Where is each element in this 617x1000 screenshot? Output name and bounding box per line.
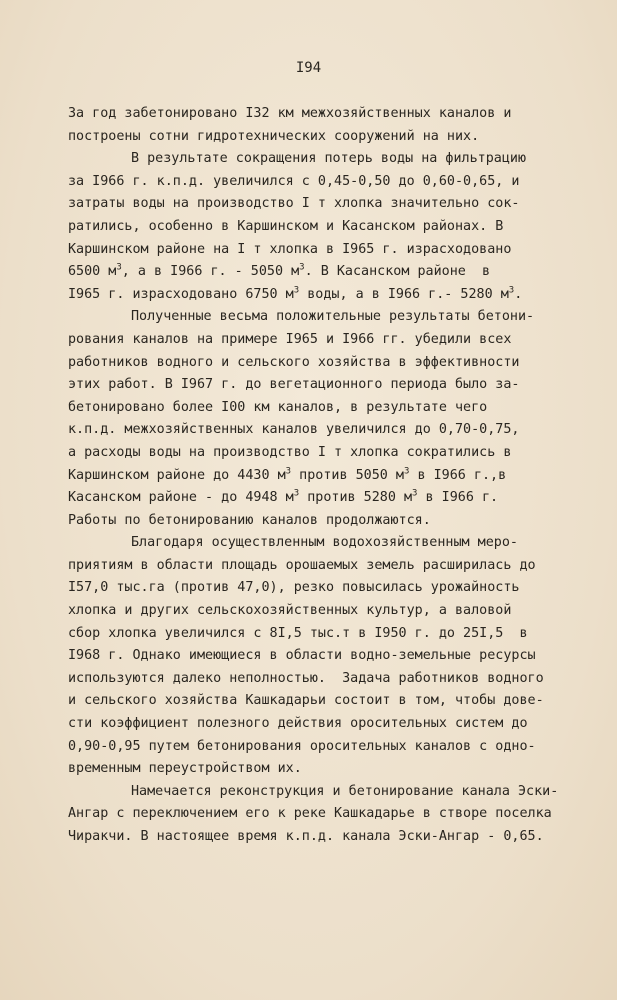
text-line: [68, 577, 583, 600]
text-segment: Полученные весьма положительные результаты бетони-: [131, 309, 535, 325]
text-line: [68, 555, 583, 578]
text-segment: Каршинском районе до 4430 м: [68, 467, 286, 483]
text-segment: Каршинском районе на I т хлопка в I965 г. израсходовано: [68, 241, 512, 257]
text-line: [68, 171, 583, 194]
text-line: [68, 352, 583, 375]
text-line: [68, 826, 583, 849]
text-line: [68, 239, 583, 262]
text-segment: сти коэффициент полезного действия оросительных систем до: [68, 716, 528, 732]
text-line: [68, 781, 583, 804]
text-line: [68, 623, 583, 646]
text-segment: затраты воды на производство I т хлопка значительно сок-: [68, 196, 520, 212]
text-line: [68, 284, 583, 307]
text-line: [68, 397, 583, 420]
text-segment: временным переустройством их.: [68, 761, 302, 777]
text-segment: и сельского хозяйства Кашкадарьи состоит в том, чтобы дове-: [68, 693, 544, 709]
superscript: 3: [508, 285, 515, 296]
text-segment: Ангар с переключением его к реке Кашкадарье в створе поселка: [68, 806, 552, 822]
text-segment: рования каналов на примере I965 и I966 гг. убедили всех: [68, 331, 512, 347]
text-segment: I57,0 тыс.га (против 47,0), резко повысилась урожайность: [68, 580, 520, 596]
text-segment: за I966 г. к.п.д. увеличился с 0,45-0,50 до 0,60-0,65, и: [68, 173, 520, 189]
text-line: [68, 690, 583, 713]
text-segment: Благодаря осуществленным водохозяйственным меро-: [131, 535, 518, 551]
text-line: [68, 306, 583, 329]
text-segment: этих работ. В I967 г. до вегетационного периода было за-: [68, 377, 520, 393]
text-segment: I965 г. израсходовано 6750 м: [68, 286, 294, 302]
text-line: [68, 374, 583, 397]
text-line: [68, 193, 583, 216]
superscript: 3: [293, 488, 300, 499]
text-segment: против 5280 м: [299, 490, 413, 506]
text-segment: Работы по бетонированию каналов продолжаются.: [68, 512, 431, 528]
text-segment: хлопка и других сельскохозяйственных культур, а валовой: [68, 603, 512, 619]
text-line: [68, 261, 583, 284]
text-segment: в I966 г.,в: [409, 467, 507, 483]
superscript: 3: [299, 262, 305, 273]
text-segment: сбор хлопка увеличился с 8I,5 тыс.т в I950 г. до 25I,5 в: [68, 625, 528, 641]
text-segment: используются далеко неполностью. Задача работников водного: [68, 670, 544, 686]
text-line: [68, 668, 583, 691]
text-line: [68, 419, 583, 442]
text-segment: Касанском районе - до 4948 м: [68, 490, 294, 506]
body-text: [68, 103, 583, 849]
text-segment: построены сотни гидротехнических сооружений на них.: [68, 128, 480, 144]
text-segment: воды, а в I966 г.- 5280 м: [299, 286, 509, 302]
text-line: [68, 510, 583, 533]
text-line: [68, 803, 583, 826]
text-line: [68, 600, 583, 623]
text-line: [68, 758, 583, 781]
text-segment: Намечается реконструкция и бетонирование канала Эски-: [131, 783, 559, 799]
text-line: [68, 216, 583, 239]
text-segment: 6500 м: [68, 264, 117, 280]
text-segment: В результате сокращения потерь воды на фильтрацию: [131, 151, 527, 167]
text-line: [68, 103, 583, 126]
text-line: [68, 148, 583, 171]
page-number: I94: [295, 60, 322, 76]
text-line: [68, 532, 583, 555]
superscript: 3: [293, 285, 300, 296]
text-segment: 0,90-0,95 путем бетонирования оросительных каналов с одно-: [68, 738, 536, 754]
text-segment: а расходы воды на производство I т хлопка сократились в: [68, 444, 512, 460]
superscript: 3: [116, 262, 122, 273]
superscript: 3: [285, 466, 292, 477]
text-line: [68, 736, 583, 759]
superscript: 3: [403, 466, 410, 477]
text-segment: к.п.д. межхозяйственных каналов увеличился до 0,70-0,75,: [68, 422, 520, 438]
text-line: [68, 465, 583, 488]
text-segment: .: [514, 286, 523, 302]
text-line: [68, 713, 583, 736]
text-line: [68, 645, 583, 668]
text-segment: За год забетонировано I32 км межхозяйственных каналов и: [68, 106, 512, 121]
superscript: 3: [412, 488, 418, 499]
text-segment: бетонировано более I00 км каналов, в результате чего: [68, 399, 488, 415]
text-line: [68, 329, 583, 352]
text-line: [68, 487, 583, 510]
text-segment: в I966 г.: [417, 490, 499, 506]
text-segment: работников водного и сельского хозяйства в эффективности: [68, 354, 520, 370]
text-segment: против 5050 м: [291, 467, 404, 483]
text-segment: . В Касанском районе в: [304, 264, 491, 280]
text-segment: приятиям в области площадь орошаемых земель расширилась до: [68, 557, 536, 573]
text-line: [68, 126, 583, 149]
text-segment: , а в I966 г. - 5050 м: [121, 264, 300, 280]
text-line: [68, 442, 583, 465]
text-segment: Чиракчи. В настоящее время к.п.д. канала Эски-Ангар - 0,65.: [68, 829, 544, 844]
text-segment: ратились, особенно в Каршинском и Касанском районах. В: [68, 218, 504, 234]
text-segment: I968 г. Однако имеющиеся в области водно-земельные ресурсы: [68, 648, 536, 664]
